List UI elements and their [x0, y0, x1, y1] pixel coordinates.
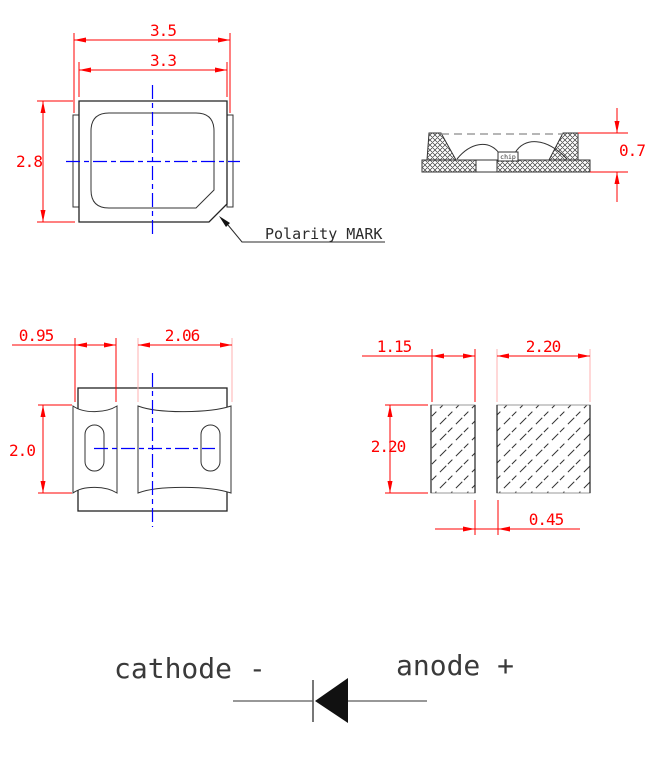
arrowhead-right	[463, 354, 475, 359]
arrowhead-left	[79, 68, 91, 73]
dimension-pad-height	[9, 405, 72, 493]
arrowhead-left	[432, 354, 444, 359]
dimension-solder-right-width	[497, 337, 590, 402]
dimension-value: 1.15	[376, 337, 412, 356]
arrowhead-right	[220, 343, 232, 348]
arrowhead-right	[218, 38, 230, 43]
arrowhead-left	[74, 38, 86, 43]
solder-right-pad	[497, 405, 590, 493]
arrowhead-down	[41, 481, 46, 493]
solder-pattern-view	[362, 337, 590, 535]
dimension-value: 3.3	[150, 51, 176, 70]
anode-label: anode +	[396, 649, 515, 682]
dimension-value: 2.20	[525, 337, 561, 356]
arrowhead-left	[497, 354, 509, 359]
polarity-mark-callout	[219, 216, 385, 243]
cathode-label: cathode -	[114, 652, 266, 685]
dimension-value: 2.20	[370, 437, 406, 456]
arrowhead-down	[615, 121, 620, 133]
dimension-value: 0.95	[18, 326, 54, 345]
dimension-solder-gap	[435, 500, 580, 535]
dimension-solder-height	[371, 405, 428, 493]
arrowhead-up	[41, 405, 46, 417]
side-view	[422, 108, 645, 202]
dimension-value: 2.8	[16, 152, 42, 171]
arrowhead-right	[215, 68, 227, 73]
dimension-solder-left-width	[362, 337, 475, 402]
dimension-value: 2.06	[164, 326, 200, 345]
arrowhead-left	[498, 527, 510, 532]
arrowhead-up	[41, 101, 46, 113]
arrowhead-right	[104, 343, 116, 348]
side-view-anode-pad	[497, 160, 590, 172]
arrowhead-up	[388, 405, 393, 417]
bond-wire-left	[457, 144, 499, 159]
bottom-pad-view	[9, 326, 232, 527]
top-view	[16, 21, 385, 243]
dimension-value: 3.5	[150, 21, 176, 40]
arrowhead-down	[41, 210, 46, 222]
dimension-value: 0.7	[619, 141, 645, 160]
side-view-cathode-pad	[422, 160, 476, 172]
arrowhead-up	[615, 172, 620, 184]
arrowhead-right	[463, 527, 475, 532]
arrowhead-left	[75, 343, 87, 348]
arrowhead-down	[388, 481, 393, 493]
arrowhead-right	[578, 354, 590, 359]
polarity-diagram	[114, 649, 514, 723]
dimension-value: 0.45	[528, 510, 564, 529]
solder-left-pad	[431, 405, 475, 493]
polarity-mark-label: Polarity MARK	[265, 225, 383, 243]
dimension-package-height	[578, 108, 645, 202]
chip-label: chip	[500, 153, 516, 161]
dimension-value: 2.0	[9, 441, 35, 460]
arrowhead-left	[138, 343, 150, 348]
diode-triangle-icon	[315, 678, 348, 723]
side-view-left-wall	[427, 133, 456, 160]
